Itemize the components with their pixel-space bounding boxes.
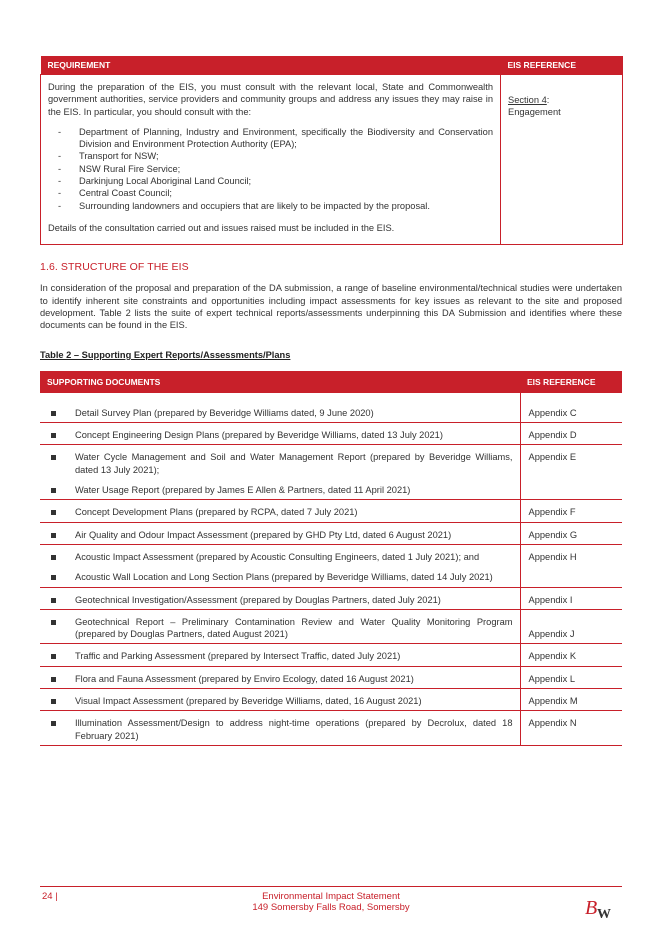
document-cell bbox=[40, 544, 520, 587]
square-bullet-icon bbox=[51, 433, 56, 438]
document-item-text: Concept Development Plans (prepared by RCPA, dated 7 July 2021) bbox=[75, 507, 358, 518]
square-bullet-icon bbox=[51, 620, 56, 625]
consultation-list-item: - Central Coast Council; bbox=[48, 187, 493, 199]
document-item bbox=[47, 529, 513, 541]
logo-letter-b: B bbox=[585, 897, 598, 919]
square-bullet-icon bbox=[51, 510, 56, 515]
consultation-list-item: - Darkinjung Local Aboriginal Land Council; bbox=[48, 175, 493, 187]
document-reference-cell: Appendix G bbox=[520, 522, 622, 544]
document-reference-cell: Appendix N bbox=[520, 711, 622, 746]
document-cell bbox=[40, 423, 520, 445]
document-row bbox=[40, 609, 622, 644]
consultation-list bbox=[48, 126, 493, 212]
document-reference-cell: Appendix I bbox=[520, 587, 622, 609]
footer-line-1: Environmental Impact Statement bbox=[262, 891, 400, 902]
document-cell bbox=[40, 393, 520, 423]
document-item-text: Geotechnical Report – Preliminary Contamination Review and Water Quality Monitoring Program (prepared by Douglas Partners, dated August 2021) bbox=[75, 616, 513, 640]
document-reference-cell: Appendix H bbox=[520, 544, 622, 587]
document-item-text: Geotechnical Investigation/Assessment (prepared by Douglas Partners, dated July 2021) bbox=[75, 594, 441, 605]
document-item bbox=[47, 451, 513, 476]
requirement-column-header: REQUIREMENT bbox=[41, 56, 501, 75]
document-cell bbox=[40, 500, 520, 522]
document-row bbox=[40, 689, 622, 711]
square-bullet-icon bbox=[51, 411, 56, 416]
document-row bbox=[40, 445, 622, 500]
requirement-intro: During the preparation of the EIS, you must consult with the relevant local, State and Commonwealth government authorities, service providers and community groups and address any issues they may raise in the EIS. In particular, you should consult with the: bbox=[48, 82, 493, 117]
document-reference-cell: Appendix D bbox=[520, 423, 622, 445]
consultation-list-item: - Department of Planning, Industry and Environment, specifically the Biodiversity and Conservation Division and Environment Protection Authority (EPA); bbox=[48, 126, 493, 151]
requirement-cell bbox=[41, 75, 501, 245]
document-cell bbox=[40, 666, 520, 688]
document-item bbox=[47, 673, 513, 685]
document-item-text: Air Quality and Odour Impact Assessment (prepared by GHD Pty Ltd, dated 6 August 2021) bbox=[75, 529, 452, 540]
square-bullet-icon bbox=[51, 455, 56, 460]
document-row bbox=[40, 522, 622, 544]
footer-title bbox=[40, 891, 622, 913]
document-item bbox=[47, 717, 513, 742]
document-item-text: Flora and Fauna Assessment (prepared by Enviro Ecology, dated 16 August 2021) bbox=[75, 673, 414, 684]
square-bullet-icon bbox=[51, 677, 56, 682]
document-item bbox=[47, 484, 513, 496]
requirement-closing: Details of the consultation carried out and issues raised must be included in the EIS. bbox=[48, 222, 395, 233]
consultation-list-item: - Surrounding landowners and occupiers that are likely to be impacted by the proposal. bbox=[48, 200, 493, 212]
document-item bbox=[47, 695, 513, 707]
document-item bbox=[47, 571, 513, 583]
document-item-text: Traffic and Parking Assessment (prepared by Intersect Traffic, dated July 2021) bbox=[75, 651, 401, 662]
document-cell bbox=[40, 587, 520, 609]
requirements-row bbox=[41, 75, 623, 245]
document-reference-cell: Appendix F bbox=[520, 500, 622, 522]
document-row bbox=[40, 711, 622, 746]
document-row bbox=[40, 644, 622, 666]
document-item bbox=[47, 429, 513, 441]
document-item-text: Acoustic Wall Location and Long Section Plans (prepared by Beveridge Williams, dated 14 July 2021) bbox=[75, 572, 493, 583]
document-item bbox=[47, 650, 513, 662]
document-row bbox=[40, 666, 622, 688]
supporting-documents-table bbox=[40, 371, 622, 746]
eis-reference-column-header: EIS REFERENCE bbox=[501, 56, 623, 75]
document-item bbox=[47, 506, 513, 518]
document-reference-cell: Appendix J bbox=[520, 609, 622, 644]
document-cell bbox=[40, 644, 520, 666]
document-item bbox=[47, 407, 513, 419]
requirements-header-row bbox=[41, 56, 623, 75]
document-item-text: Visual Impact Assessment (prepared by Beveridge Williams, dated, 16 August 2021) bbox=[75, 696, 422, 707]
document-reference-cell: Appendix E bbox=[520, 445, 622, 500]
document-item-text: Acoustic Impact Assessment (prepared by Acoustic Consulting Engineers, dated 1 July 2021); and bbox=[75, 551, 480, 562]
square-bullet-icon bbox=[51, 654, 56, 659]
document-cell bbox=[40, 711, 520, 746]
requirements-table bbox=[40, 56, 623, 245]
square-bullet-icon bbox=[51, 555, 56, 560]
document-item-text: Illumination Assessment/Design to address night-time operations (prepared by Decrolux, dated 18 February 2021) bbox=[75, 718, 513, 741]
document-cell bbox=[40, 445, 520, 500]
document-cell bbox=[40, 689, 520, 711]
logo-letter-w: W bbox=[597, 907, 611, 920]
document-row bbox=[40, 544, 622, 587]
consultation-list-item: - NSW Rural Fire Service; bbox=[48, 163, 493, 175]
document-cell bbox=[40, 522, 520, 544]
reference-colon: : bbox=[546, 95, 550, 105]
bw-logo-icon bbox=[584, 894, 612, 920]
supporting-documents-column-header: SUPPORTING DOCUMENTS bbox=[40, 371, 520, 393]
page-footer bbox=[40, 886, 622, 927]
square-bullet-icon bbox=[51, 699, 56, 704]
square-bullet-icon bbox=[51, 533, 56, 538]
document-row bbox=[40, 587, 622, 609]
document-row bbox=[40, 393, 622, 423]
section-paragraph: In consideration of the proposal and preparation of the DA submission, a range of baseline environmental/technical studies were undertaken to identify inherent site constraints and opportunities including impact assessments for key issues as relevant to the site and proposed development. Table 2 lists the suite of expert technical reports/assessments underpinning this DA Submission and identifies where these documents can be found in the EIS. bbox=[40, 283, 622, 331]
consultation-list-item: - Transport for NSW; bbox=[48, 150, 493, 162]
docs-eis-reference-column-header: EIS REFERENCE bbox=[520, 371, 622, 393]
document-row bbox=[40, 423, 622, 445]
square-bullet-icon bbox=[51, 598, 56, 603]
square-bullet-icon bbox=[51, 575, 56, 580]
table-caption: Table 2 – Supporting Expert Reports/Assessments/Plans bbox=[40, 349, 291, 360]
square-bullet-icon bbox=[51, 721, 56, 726]
page-number: 24 | bbox=[42, 891, 58, 902]
footer-line-2: 149 Somersby Falls Road, Somersby bbox=[252, 902, 410, 913]
square-bullet-icon bbox=[51, 488, 56, 493]
document-item bbox=[47, 616, 513, 641]
section-heading: 1.6. STRUCTURE OF THE EIS bbox=[40, 261, 189, 274]
document-row bbox=[40, 500, 622, 522]
section-4-link[interactable]: Section 4 bbox=[508, 95, 547, 105]
document-item bbox=[47, 551, 513, 563]
document-item-text: Detail Survey Plan (prepared by Beveridge Williams dated, 9 June 2020) bbox=[75, 407, 374, 418]
docs-header-row bbox=[40, 371, 622, 393]
document-item-text: Concept Engineering Design Plans (prepared by Beveridge Williams, dated 13 July 2021) bbox=[75, 430, 443, 441]
reference-cell bbox=[501, 75, 623, 245]
document-reference-cell: Appendix M bbox=[520, 689, 622, 711]
document-reference-cell: Appendix K bbox=[520, 644, 622, 666]
document-page bbox=[40, 56, 622, 746]
document-item-text: Water Usage Report (prepared by James E Allen & Partners, dated 11 April 2021) bbox=[75, 485, 411, 496]
document-cell bbox=[40, 609, 520, 644]
document-item-text: Water Cycle Management and Soil and Water Management Report (prepared by Beveridge Williams, dated 13 July 2021); bbox=[75, 452, 513, 475]
document-reference-cell: Appendix C bbox=[520, 393, 622, 423]
reference-text: Engagement bbox=[508, 107, 561, 118]
document-item bbox=[47, 594, 513, 606]
document-reference-cell: Appendix L bbox=[520, 666, 622, 688]
